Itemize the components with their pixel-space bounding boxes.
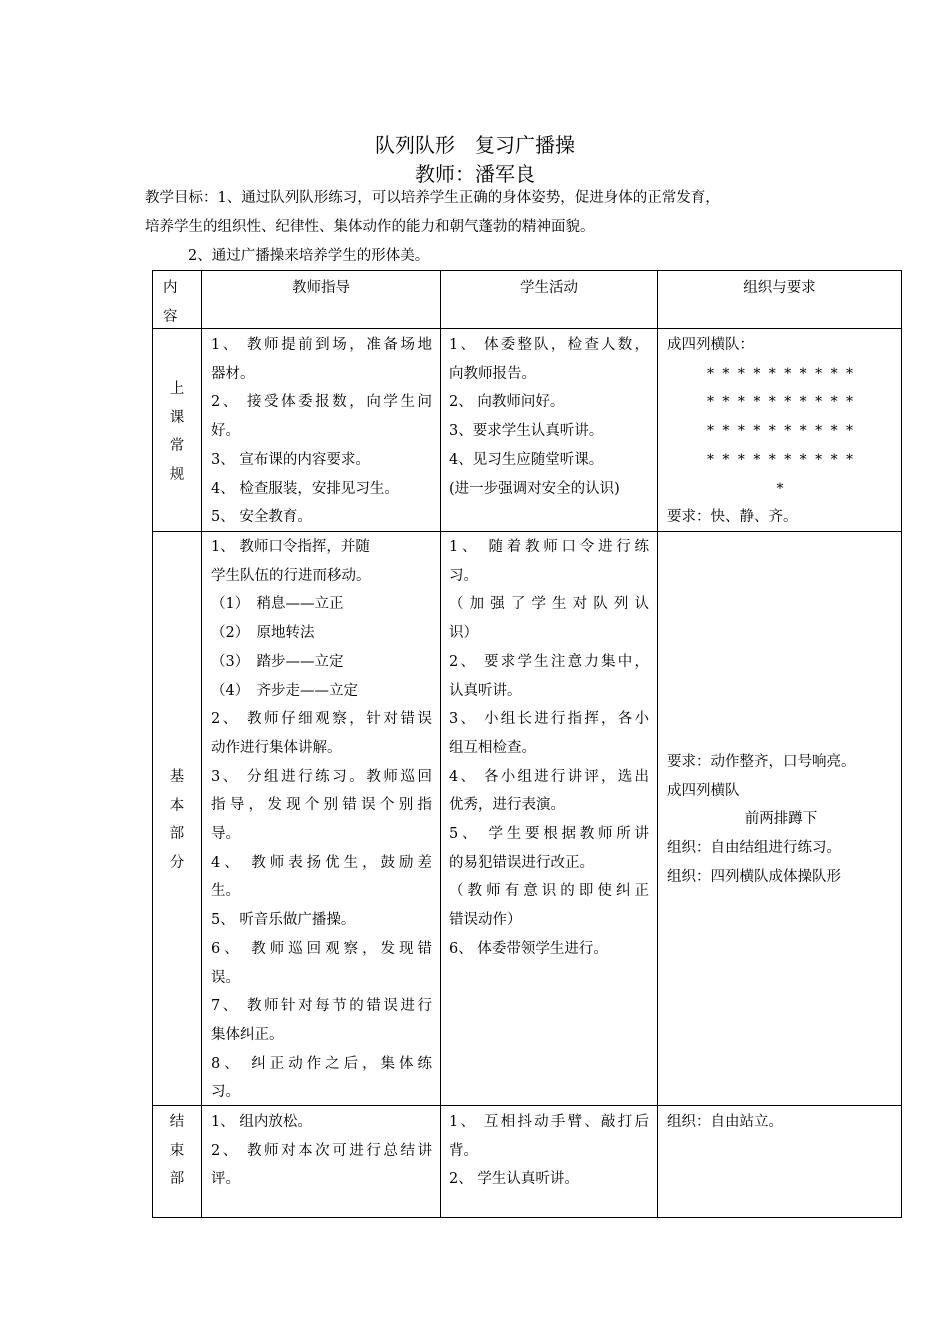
label-char: 课 xyxy=(169,409,185,426)
main-teacher-guidance xyxy=(211,533,432,1107)
text-line: 成四列横队： xyxy=(667,337,754,353)
teacher-position: * xyxy=(776,480,786,497)
text-line: 习。 xyxy=(211,1084,240,1101)
label-char: 本 xyxy=(169,797,185,814)
text-line: 要求：快、静、齐。 xyxy=(667,509,798,526)
text-line: 5、 安全教育。 xyxy=(211,509,312,526)
text-line: （4） 齐步走——立定 xyxy=(211,682,358,699)
label-char: 常 xyxy=(169,438,185,455)
text-line: 优秀，进行表演。 xyxy=(449,797,565,814)
text-line: 错误动作） xyxy=(449,912,522,929)
closing-student-activity xyxy=(449,1108,649,1194)
column-divider xyxy=(657,271,658,1217)
objective-line-3: 2、通过广播操来培养学生的形体美。 xyxy=(188,248,430,264)
opening-organization xyxy=(667,331,895,532)
opening-teacher-guidance xyxy=(211,331,432,532)
text-line: 前两排蹲下 xyxy=(744,811,818,828)
text-line: 5、 学生要根据教师所讲 xyxy=(449,826,649,843)
text-line: 集体纠正。 xyxy=(211,1026,284,1043)
text-line: 8、 纠正动作之后，集体练 xyxy=(211,1055,432,1072)
text-line: 的易犯错误进行改正。 xyxy=(449,854,594,871)
objective-line-2: 培养学生的组织性、纪律性、集体动作的能力和朝气蓬勃的精神面貌。 xyxy=(145,219,595,235)
text-line: 2、 教师仔细观察，针对错误 xyxy=(211,711,432,728)
text-line: 6、 体委带领学生进行。 xyxy=(449,940,608,957)
text-line: 要求：动作整齐，口号响亮。 xyxy=(667,754,856,770)
text-line: 背。 xyxy=(449,1142,478,1159)
text-line: 组互相检查。 xyxy=(449,739,536,756)
text-line: 误。 xyxy=(211,969,240,986)
label-char: 基 xyxy=(169,769,185,785)
header-teacher: 教师指导 xyxy=(292,280,350,296)
closing-organization xyxy=(667,1108,895,1137)
text-line: 组织：自由站立。 xyxy=(667,1114,783,1130)
text-line: 1、 教师口令指挥，并随 xyxy=(211,539,370,555)
text-line: 3、 宣布课的内容要求。 xyxy=(211,451,370,468)
formation-row: * * * * * * * * * * xyxy=(706,423,856,440)
text-line: 2、 要求学生注意力集中， xyxy=(449,653,649,670)
text-line: 认真听讲。 xyxy=(449,682,522,699)
header-content-line: 容 xyxy=(163,308,178,325)
text-line: 4、见习生应随堂听课。 xyxy=(449,451,604,468)
text-line: 1、 互相抖动手臂、敲打后 xyxy=(449,1114,649,1130)
text-line: 组织：四列横队成体操队形 xyxy=(667,868,841,885)
text-line: 2、 向教师问好。 xyxy=(449,394,565,411)
text-line: 生。 xyxy=(211,883,240,900)
label-char: 分 xyxy=(169,855,185,872)
column-divider xyxy=(201,271,202,1217)
formation-row: * * * * * * * * * * xyxy=(706,451,856,468)
text-line: （加强了学生对队列认 xyxy=(449,596,649,613)
formation-row: * * * * * * * * * * xyxy=(706,365,856,382)
formation-row: * * * * * * * * * * xyxy=(706,394,856,411)
text-line: 识） xyxy=(449,625,478,642)
main-organization xyxy=(667,748,895,892)
header-content xyxy=(163,274,178,331)
main-student-activity xyxy=(449,533,649,964)
text-line: 评。 xyxy=(211,1171,240,1188)
label-char: 部 xyxy=(169,826,185,843)
text-line: 1、 体委整队，检查人数， xyxy=(449,337,649,353)
text-line: 1、 随着教师口令进行练 xyxy=(449,539,649,555)
section-label-closing xyxy=(153,1108,201,1194)
text-line: （3） 踏步——立定 xyxy=(211,653,344,670)
text-line: 向教师报告。 xyxy=(449,365,536,382)
text-line: 4、 教师表扬优生，鼓励差 xyxy=(211,854,432,871)
text-line: 2、 教师对本次可进行总结讲 xyxy=(211,1142,432,1159)
section-label-opening xyxy=(153,375,201,490)
text-line: 习。 xyxy=(449,567,478,584)
text-line: 组织：自由结组进行练习。 xyxy=(667,840,841,857)
text-line: 7、 教师针对每节的错误进行 xyxy=(211,998,432,1015)
label-char: 束 xyxy=(169,1142,185,1159)
section-label-main xyxy=(153,763,201,878)
text-line: 3、 分组进行练习。教师巡回 xyxy=(211,768,432,785)
text-line: 3、 小组长进行指挥，各小 xyxy=(449,711,649,728)
text-line: 学生队伍的行进而移动。 xyxy=(211,567,371,584)
label-char: 上 xyxy=(169,381,185,397)
text-line: 成四列横队 xyxy=(667,782,740,799)
label-char: 结 xyxy=(169,1114,185,1130)
row-divider xyxy=(153,328,901,329)
opening-student-activity xyxy=(449,331,649,503)
closing-teacher-guidance xyxy=(211,1108,432,1194)
text-line: 4、 各小组进行讲评，选出 xyxy=(449,768,649,785)
lesson-plan-table xyxy=(152,270,902,1218)
label-char: 规 xyxy=(169,467,185,484)
text-line: （1） 稍息——立正 xyxy=(211,596,344,613)
text-line: 3、要求学生认真听讲。 xyxy=(449,423,604,440)
teacher-name: 教师：潘军良 xyxy=(415,162,535,186)
text-line: 2、 接受体委报数，向学生问 xyxy=(211,394,432,411)
text-line: 器材。 xyxy=(211,365,255,382)
header-student: 学生活动 xyxy=(520,280,578,296)
header-content-line: 内 xyxy=(163,280,178,296)
text-line: 导。 xyxy=(211,826,240,843)
text-line: （教师有意识的即使纠正 xyxy=(449,883,649,900)
text-line: （2） 原地转法 xyxy=(211,625,315,642)
text-line: 指导，发现个别错误个别指 xyxy=(211,797,432,814)
text-line: 2、 学生认真听讲。 xyxy=(449,1171,579,1188)
header-org: 组织与要求 xyxy=(743,280,816,296)
text-line: 1、 教师提前到场，准备场地 xyxy=(211,337,432,353)
text-line: 好。 xyxy=(211,423,240,440)
text-line: 动作进行集体讲解。 xyxy=(211,739,342,756)
text-line: (进一步强调对安全的认识) xyxy=(449,480,620,497)
page-title: 队列队形 复习广播操 xyxy=(375,133,575,157)
text-line: 5、 听音乐做广播操。 xyxy=(211,912,356,929)
text-line: 4、 检查服装，安排见习生。 xyxy=(211,480,399,497)
objective-line-1: 教学目标：1、通过队列队形练习，可以培养学生正确的身体姿势，促进身体的正常发育， xyxy=(145,190,720,206)
text-line: 6、 教师巡回观察，发现错 xyxy=(211,940,432,957)
column-divider xyxy=(440,271,441,1217)
text-line: 1、 组内放松。 xyxy=(211,1114,312,1130)
label-char: 部 xyxy=(169,1171,185,1188)
